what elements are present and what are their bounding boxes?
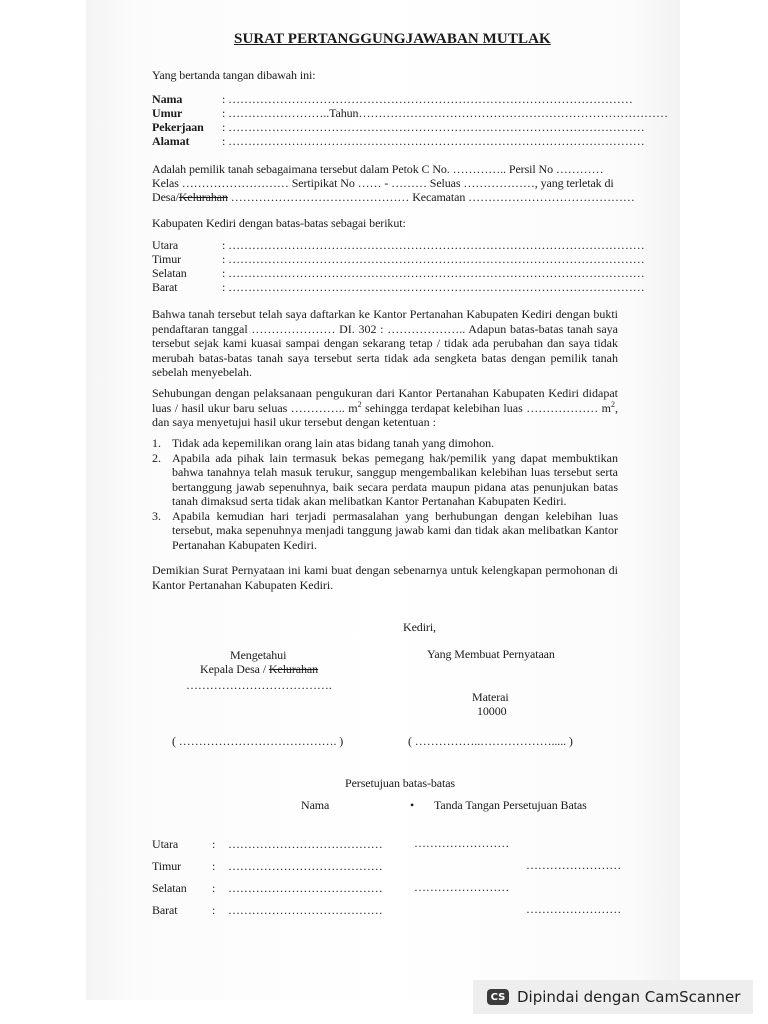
approval-row-selatan-label: Selatan (152, 881, 187, 895)
approval-row-utara-label: Utara (152, 837, 179, 851)
umur-label: Umur (152, 106, 183, 120)
signature-left-title-2-prefix: Kepala Desa / (200, 662, 269, 676)
border-timur-line: : …………………………………………………………………………………………… (222, 252, 645, 266)
approval-row-selatan-sign: …………………… (414, 880, 510, 894)
approval-row-timur-sign: …………………… (526, 858, 622, 872)
land-line-3 (152, 190, 635, 204)
signature-left-title-2-strike: Kelurahan (268, 662, 318, 676)
approval-row-utara-sign: …………………… (414, 836, 510, 850)
approval-row-utara-colon: : (212, 837, 216, 851)
camscanner-text: Dipindai dengan CamScanner (517, 988, 741, 1006)
pekerjaan-label: Pekerjaan (152, 120, 204, 134)
stamp-value: 10000 (477, 704, 507, 718)
signature-left-name: ( …………………………………. ) (172, 734, 344, 748)
list-item-text: Apabila ada pihak lain termasuk bekas pemegang hak/pemilik yang dapat membuktikan bahwa tanahnya telah masuk terukur, sanggup mengembalikan kelebihan luas tersebut serta bertanggung jawab sepenuhnya, baik secara perdata maupun pidana atas penunjukan batas tanah dimaksud serta tidak akan melibatkan Kantor Pertanahan Kabupaten Kediri. (172, 450, 618, 508)
alamat-line: : …………………………………………………………………………………………… (222, 134, 645, 148)
alamat-label: Alamat (152, 134, 190, 148)
paragraph-registration: Bahwa tanah tersebut telah saya daftarkan ke Kantor Pertanahan Kabupaten Kediri dengan bukti pendaftaran tanggal ………………… DI. 302 : ……………….. Adapun batas-batas tanah saya tersebut sejak kami kuasai sampai dengan sekarang tetap / tidak ada perubahan dan saya tidak merubah batas-batas tanah saya tersebut serta tidak ada sengketa batas dengan pemilik tanah sebelah menyebelah. (152, 307, 618, 379)
approval-col-name: Nama (301, 798, 330, 812)
approval-row-barat-name: ………………………………… (228, 903, 383, 917)
stamp-label: Materai (472, 690, 509, 704)
signature-place: Kediri, (403, 620, 436, 634)
paragraph-measurement (152, 386, 618, 430)
border-barat-line: : …………………………………………………………………………………………… (222, 280, 645, 294)
approval-row-timur-label: Timur (152, 859, 182, 873)
border-selatan-label: Selatan (152, 266, 187, 280)
land-line-3-strike: Kelurahan (178, 190, 228, 204)
approval-row-timur-name: ………………………………… (228, 859, 383, 873)
approval-row-selatan-colon: : (212, 881, 216, 895)
approval-row-utara-name: ………………………………… (228, 837, 383, 851)
approval-row-selatan-name: ………………………………… (228, 881, 383, 895)
list-item-number: 2. (152, 450, 161, 465)
closing-statement: Demikian Surat Pernyataan ini kami buat dengan sebenarnya untuk kelengkapan permohonan di Kantor Pertanahan Kabupaten Kediri. (152, 563, 618, 592)
approval-col-sign: Tanda Tangan Persetujuan Batas (434, 798, 587, 812)
land-line-3-suffix: ……………………………………… Kecamatan …………………………………… (227, 190, 635, 204)
approval-heading: Persetujuan batas-batas (345, 776, 455, 790)
signature-right-name: ( ……………..………………..... ) (408, 734, 573, 748)
approval-row-timur-colon: : (212, 859, 216, 873)
signature-left-title-1: Mengetahui (230, 648, 287, 662)
camscanner-watermark (473, 980, 753, 1014)
signature-left-title-2 (200, 662, 318, 676)
border-utara-label: Utara (152, 238, 179, 252)
land-line-1: Adalah pemilik tanah sebagaimana tersebut dalam Petok C No. ………….. Persil No ………… (152, 162, 604, 176)
pekerjaan-line: : …………………………………………………………………………………………… (222, 120, 645, 134)
border-timur-label: Timur (152, 252, 182, 266)
land-line-3-prefix: Desa/ (152, 190, 179, 204)
border-selatan-line: : …………………………………………………………………………………………… (222, 266, 645, 280)
signature-right-title: Yang Membuat Pernyataan (427, 647, 555, 661)
document-title: SURAT PERTANGGUNGJAWABAN MUTLAK (234, 31, 551, 47)
land-line-2: Kelas ……………………… Sertipikat No …… - ……… Seluas ………………, yang terletak di (152, 176, 614, 190)
list-item-text: Tidak ada kepemilikan orang lain atas bidang tanah yang dimohon. (172, 436, 495, 450)
approval-row-barat-colon: : (212, 903, 216, 917)
umur-line: : ……………………..Tahun…………………………………………………………………… (222, 106, 668, 120)
camscanner-icon: CS (487, 989, 509, 1005)
list-item-number: 3. (152, 508, 161, 523)
list-item-number: 1. (152, 436, 161, 450)
borders-intro: Kabupaten Kediri dengan batas-batas sebagai berikut: (152, 216, 406, 230)
m2-superscript-1: 2 (357, 399, 362, 409)
nama-line: : ………………………………………………………………………………………… (222, 92, 633, 106)
approval-bullet: • (410, 798, 415, 812)
paragraph-measurement-part2: sehingga terdapat kelebihan luas ……………… m (361, 400, 612, 415)
conditions-list (152, 436, 618, 552)
border-barat-label: Barat (152, 280, 178, 294)
approval-row-barat-sign: …………………… (526, 902, 622, 916)
list-item-text: Apabila kemudian hari terjadi permasalahan yang berhubungan dengan kelebihan luas tersebut, maka sepenuhnya menjadi tanggung jawab kami dan tidak akan melibatkan Kantor Pertanahan Kabupaten Kediri. (172, 508, 618, 552)
approval-row-barat-label: Barat (152, 903, 178, 917)
list-item (152, 451, 618, 509)
list-item (152, 509, 618, 553)
m2-superscript-2: 2 (611, 399, 616, 409)
signature-left-dots: ………………………………. (186, 678, 332, 692)
paragraph-measurement-part3: , dan saya menyetujui hasil ukur tersebut dengan ketentuan : (152, 400, 619, 429)
intro-text: Yang bertanda tangan dibawah ini: (152, 68, 316, 82)
border-utara-line: : …………………………………………………………………………………………… (222, 238, 645, 252)
paragraph-measurement-part1: Sehubungan dengan pelaksanaan pengukuran dari Kantor Pertanahan Kabupaten Kediri didapat luas / hasil ukur baru seluas ………….. m (152, 386, 618, 415)
nama-label: Nama (152, 92, 183, 106)
list-item (152, 436, 618, 451)
